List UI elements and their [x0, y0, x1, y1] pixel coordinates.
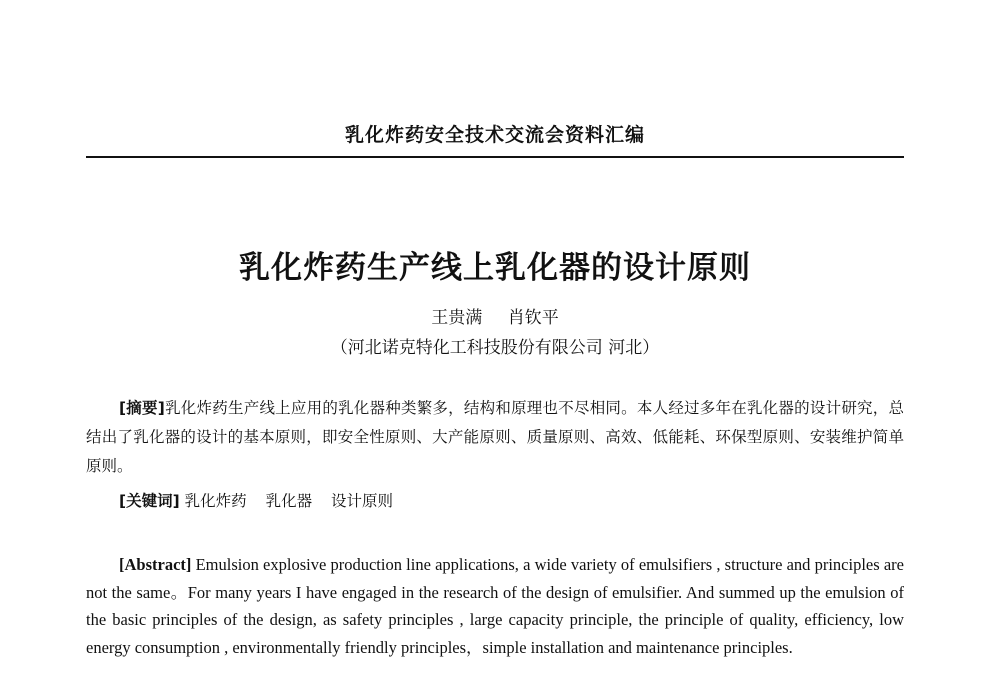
author-name: 王贵满	[431, 308, 483, 328]
header-rule	[86, 156, 904, 158]
keywords-cn	[119, 487, 904, 516]
keywords-cn-label: [关键词]	[119, 492, 180, 510]
abstract-en	[86, 551, 904, 661]
author-list	[86, 303, 904, 328]
affiliation: （河北诺克特化工科技股份有限公司 河北）	[330, 338, 660, 358]
abstract-en-label: [Abstract]	[119, 555, 192, 574]
paper-title: 乳化炸药生产线上乳化器的设计原则	[239, 250, 751, 286]
abstract-cn-label: [摘要]	[119, 399, 165, 417]
abstract-cn-text: 乳化炸药生产线上应用的乳化器种类繁多，结构和原理也不尽相同。本人经过多年在乳化器的设计研究，总结出了乳化器的设计的基本原则，即安全性原则、大产能原则、质量原则、高效、低能耗、环保型原则、安装维护简单原则。	[86, 399, 904, 475]
running-header: 乳化炸药安全技术交流会资料汇编	[344, 124, 645, 146]
author-name: 肖钦平	[507, 308, 559, 328]
abstract-cn	[86, 394, 904, 481]
abstract-en-text: Emulsion explosive production line applications, a wide variety of emulsifiers , structure and principles are not the same。For many years I have engaged in the research of the design of emulsifier. And summed up the emulsion of the basic principles of the design, as safety principles , large capacity principle, the principle of quality, efficiency, low energy consumption , environmentally friendly principles，simple installation and maintenance principles.	[86, 555, 904, 657]
keyword: 乳化炸药	[184, 492, 247, 510]
keyword: 设计原则	[331, 492, 394, 510]
keyword: 乳化器	[265, 492, 313, 510]
